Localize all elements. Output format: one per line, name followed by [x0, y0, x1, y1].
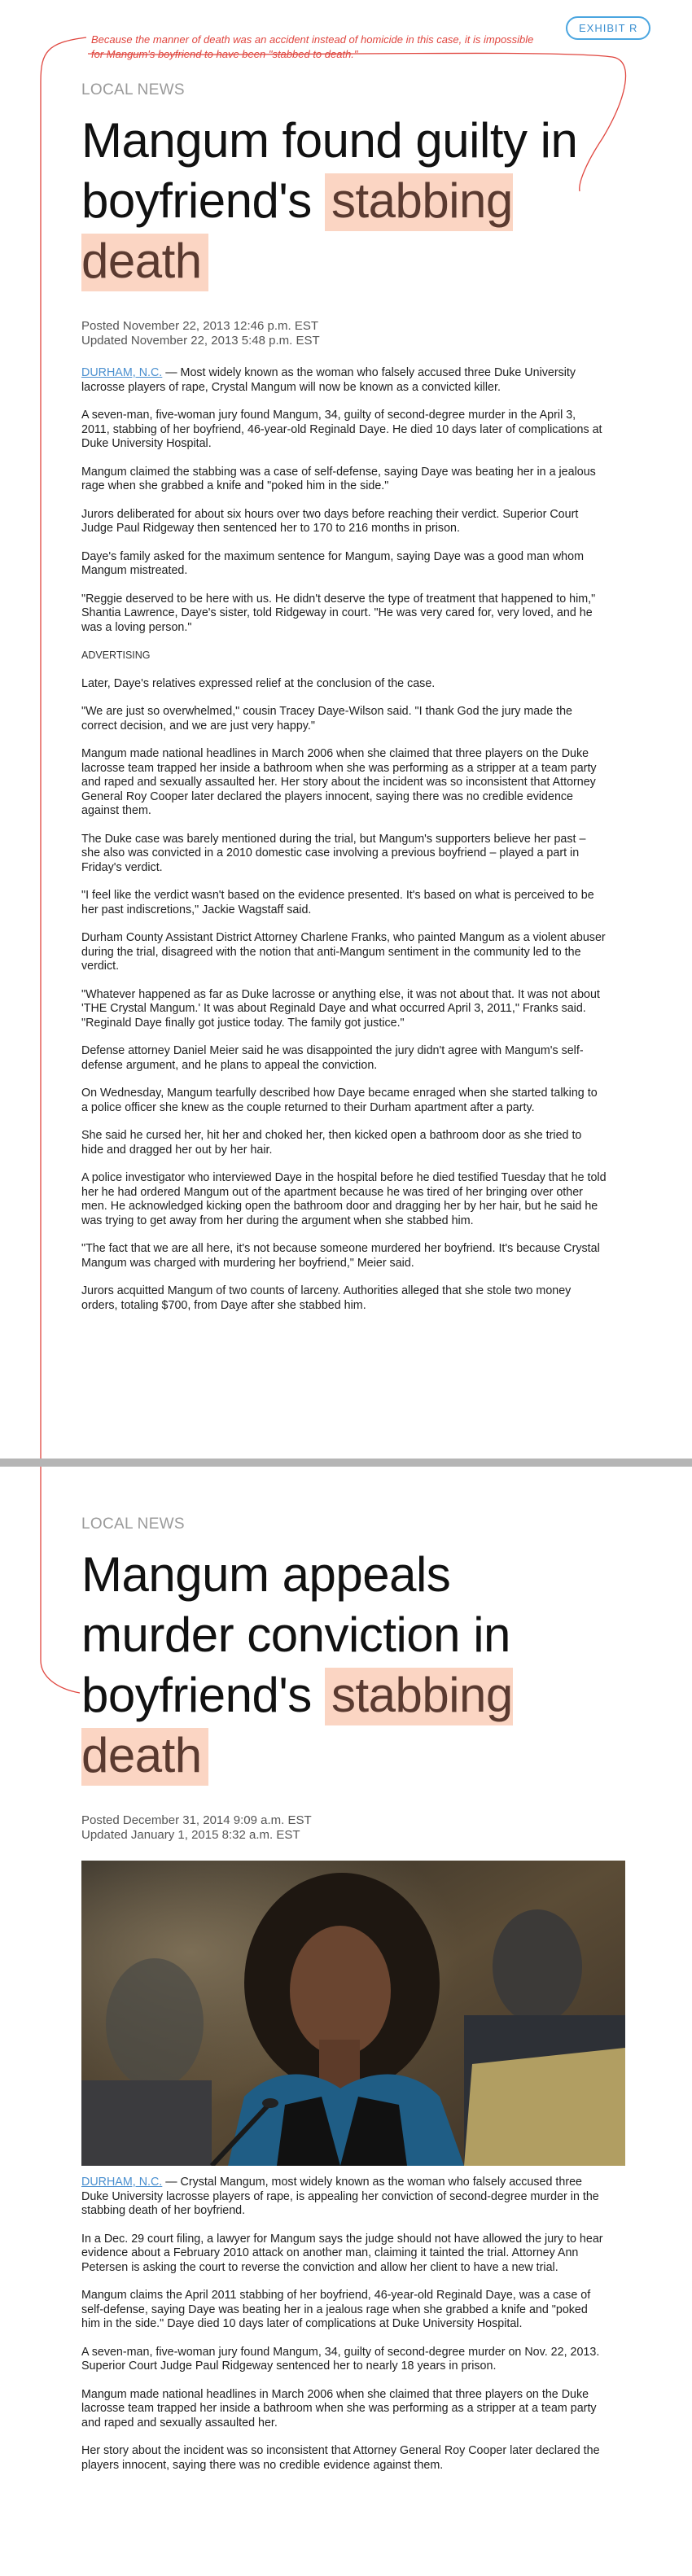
lede-text: — Most widely known as the woman who falsely accused three Duke University lacrosse players of rape, Crystal Mangum will now be known as a convicted killer. [81, 366, 576, 394]
headline-text: Mangum found guilty in boyfriend's [81, 113, 578, 228]
dateline-link[interactable]: DURHAM, N.C. [81, 2176, 163, 2189]
paragraph: On Wednesday, Mangum tearfully described how Daye became enraged when she started talking to a police officer she knew as the couple returned to their Durham apartment after a party. [81, 1087, 598, 1114]
paragraph: Her story about the incident was so inconsistent that Attorney General Roy Cooper later declared the players innocent, saying there was no credible evidence against them. [81, 2444, 600, 2472]
dateline-link[interactable]: DURHAM, N.C. [81, 366, 163, 379]
paragraph: A police investigator who interviewed Daye in the hospital before he died testified Tuesday that he told her he had ordered Mangum out of the apartment because he was tired of her bringing over other men. He acknowledged kicking open the bathroom door and dragging her by her hair, but he said he was trying to get away from her during the argument when she stabbed him. [81, 1171, 607, 1227]
courtroom-photo-illustration [81, 1861, 625, 2166]
paragraph: "Reggie deserved to be here with us. He didn't deserve the type of treatment that happened to him," Shantia Lawrence, Daye's sister, told Ridgeway in court. "He was very cared for, very loved, and he was a loving person." [81, 592, 596, 634]
paragraph: Durham County Assistant District Attorney Charlene Franks, who painted Mangum as a violent abuser during the trial, disagreed with the notion that anti-Mangum sentiment in the community led to the verdict. [81, 931, 606, 973]
paragraph: "The fact that we are all here, it's not because someone murdered her boyfriend. It's because Crystal Mangum was charged with murdering her boyfriend," Meier said. [81, 1242, 600, 1270]
article-headline [81, 1545, 607, 1786]
exhibit-label: EXHIBIT R [566, 16, 650, 40]
paragraph: Daye's family asked for the maximum sentence for Mangum, saying Daye was a good man whom Mangum mistreated. [81, 549, 584, 577]
headline-highlight: stabbing death [81, 173, 513, 291]
lede-text: — Crystal Mangum, most widely known as the woman who falsely accused three Duke University lacrosse players of rape, is appealing her conviction of second-degree murder in the stabbing death of her boyfriend. [81, 2176, 599, 2217]
annotation-note: Because the manner of death was an accident instead of homicide in this case, it is impossible for Mangum's boyfriend to have been "stabbed to death." [91, 33, 534, 60]
posted-date: Posted December 31, 2014 9:09 a.m. EST [81, 1813, 312, 1827]
section-kicker[interactable]: LOCAL NEWS [81, 81, 185, 98]
article-body [81, 366, 607, 1313]
article-2 [81, 1515, 607, 2486]
paragraph: A seven-man, five-woman jury found Mangum, 34, guilty of second-degree murder on Nov. 22, 2013. Superior Court Judge Paul Ridgeway sentenced her to nearly 18 years in prison. [81, 2345, 600, 2373]
article-timestamps [81, 1813, 607, 1843]
paragraph: Later, Daye's relatives expressed relief at the conclusion of the case. [81, 676, 436, 690]
lede-paragraph [81, 366, 607, 395]
paragraph: Mangum claimed the stabbing was a case of self-defense, saying Daye was beating her in a jealous rage when she grabbed a knife and "poked him in the side." [81, 465, 596, 492]
paragraph: Jurors acquitted Mangum of two counts of larceny. Authorities alleged that she stole two money orders, totaling $700, from Daye after she stabbed him. [81, 1284, 572, 1312]
paragraph: "Whatever happened as far as Duke lacrosse or anything else, it was not about that. It was not about 'THE Crystal Mangum.' It was about Reginald Daye and what occurred April 3, 2011," Franks said. "Reginald Daye finally got justice today. The family got justice." [81, 987, 600, 1030]
headline-highlight: stabbing death [81, 1668, 513, 1786]
paragraph: Jurors deliberated for about six hours over two days before reaching their verdict. Superior Court Judge Paul Ridgeway then sentenced her to 170 to 216 months in prison. [81, 507, 579, 535]
lede-paragraph [81, 2176, 607, 2219]
article-1 [81, 81, 607, 1327]
paragraph: Defense attorney Daniel Meier said he was disappointed the jury didn't agree with Mangum's self-defense argument, and he plans to appeal the conviction. [81, 1044, 584, 1072]
headline-text: Mangum appeals murder conviction in boyfriend's [81, 1547, 510, 1722]
paragraph: A seven-man, five-woman jury found Mangum, 34, guilty of second-degree murder in the April 3, 2011, stabbing of her boyfriend, 46-year-old Reginald Daye. He died 10 days later of complications at Duke University Hospital. [81, 409, 602, 450]
paragraph: She said he cursed her, hit her and choked her, then kicked open a bathroom door as she tried to hide and dragged her out by her hair. [81, 1129, 582, 1157]
paragraph: Mangum claims the April 2011 stabbing of her boyfriend, 46-year-old Reginald Daye, was a case of self-defense, saying Daye was beating her in a jealous rage when she grabbed a knife and "poked him in the side." Daye died 10 days later of complications at Duke University Hospital. [81, 2289, 591, 2330]
article-body [81, 2176, 607, 2473]
article-timestamps [81, 319, 607, 348]
courtroom-photo [81, 1861, 625, 2166]
section-kicker[interactable]: LOCAL NEWS [81, 1515, 185, 1533]
paragraph: In a Dec. 29 court filing, a lawyer for Mangum says the judge should not have allowed the jury to hear evidence about a February 2010 attack on another man, claiming it tainted the trial. Attorney Ann Petersen is asking the court to reverse the conviction and allow her client to have a new trial. [81, 2232, 603, 2274]
page-divider [0, 1459, 692, 1467]
paragraph: "I feel like the verdict wasn't based on the evidence presented. It's based on what is perceived to be her past indiscretions," Jackie Wagstaff said. [81, 889, 594, 916]
updated-date: Updated January 1, 2015 8:32 a.m. EST [81, 1828, 300, 1842]
updated-date: Updated November 22, 2013 5:48 p.m. EST [81, 334, 320, 348]
paragraph: "We are just so overwhelmed," cousin Tracey Daye-Wilson said. "I thank God the jury made the correct decision, and we are just very happy." [81, 705, 572, 733]
paragraph: The Duke case was barely mentioned during the trial, but Mangum's supporters believe her past – she also was convicted in a 2010 domestic case involving a previous boyfriend – played a part in Friday's verdict. [81, 832, 586, 874]
article-headline [81, 111, 607, 291]
posted-date: Posted November 22, 2013 12:46 p.m. EST [81, 319, 318, 333]
advertising-label: ADVERTISING [81, 649, 151, 661]
paragraph: Mangum made national headlines in March 2006 when she claimed that three players on the Duke lacrosse team trapped her inside a bathroom when she was performing as a stripper at a team party and raped and sexually assaulted her. Her story about the incident was so inconsistent that Attorney General Roy Cooper later declared the players innocent, saying there was no credible evidence against them. [81, 747, 597, 817]
paragraph: Mangum made national headlines in March 2006 when she claimed that three players on the Duke lacrosse team trapped her inside a bathroom when she was performing as a stripper at a team party and raped and sexually assaulted her. [81, 2387, 597, 2429]
